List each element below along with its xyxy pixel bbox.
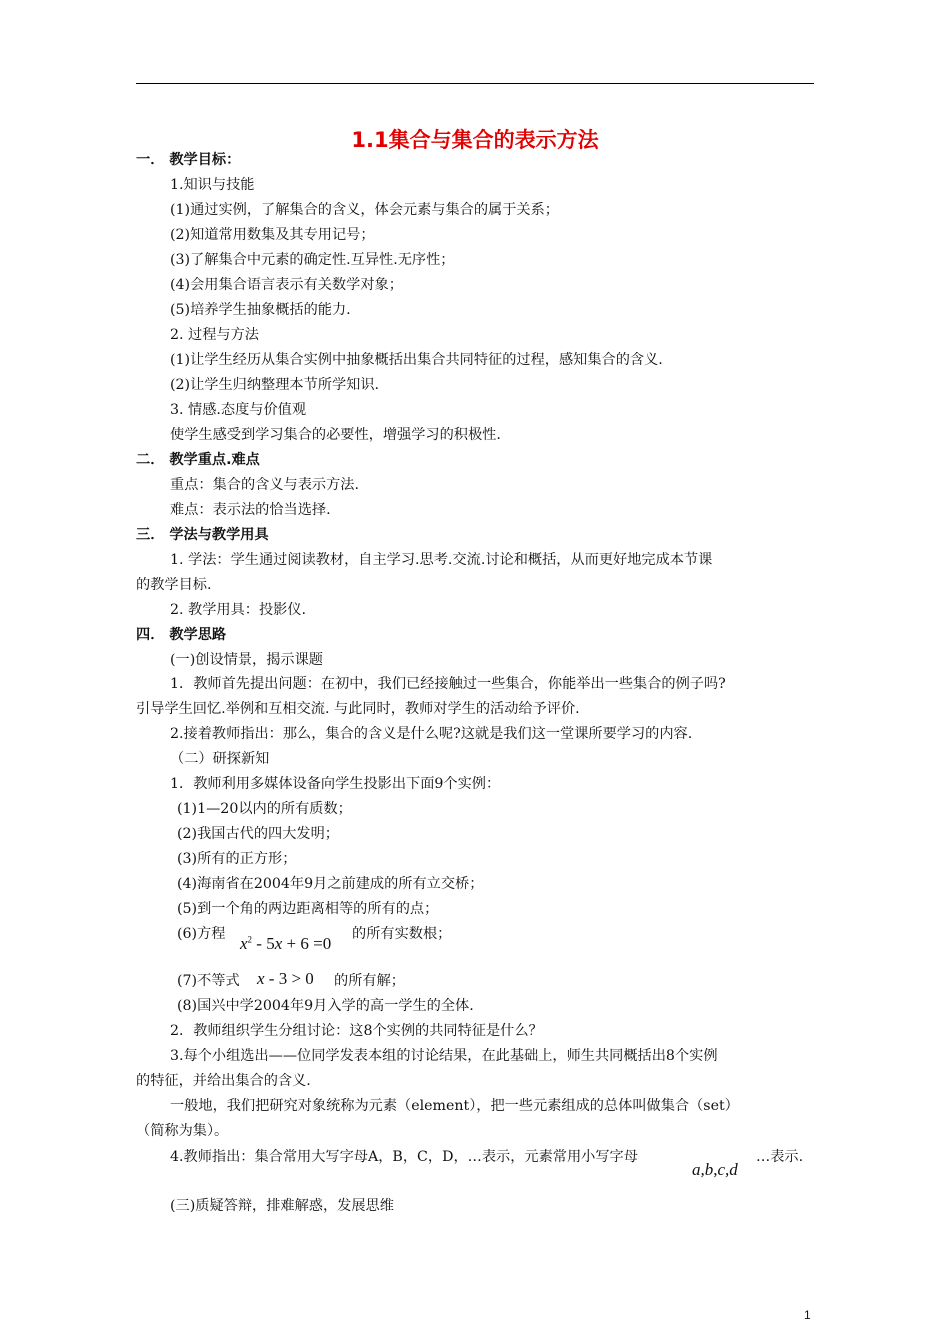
text-line: (3)所有的正方形； [177,851,297,867]
text-line: （二）研探新知 [170,751,270,767]
text-line: 2. 教学用具：投影仪. [170,602,307,618]
text-line: (5)培养学生抽象概括的能力. [170,302,351,318]
header-rule [136,83,814,84]
text-line: 4.教师指出：集合常用大写字母A，B，C，D，…表示，元素常用小写字母 [170,1149,638,1165]
text-line: 的所有实数根； [352,926,452,942]
text-line: (三)质疑答辩，排难解惑，发展思维 [170,1198,394,1214]
section-heading: 一． 教学目标： [136,152,241,168]
text-line: (2)让学生归纳整理本节所学知识. [170,377,380,393]
text-line: (7)不等式 [177,973,240,989]
letters-abcd: a,b,c,d [692,1160,738,1179]
text-line: 2. 过程与方法 [170,327,259,343]
equation-inequality: x - 3 > 0 [257,969,314,988]
page-title: 1.1集合与集合的表示方法 [351,128,599,152]
text-line: 一般地，我们把研究对象统称为元素（element），把一些元素组成的总体叫做集合（set） [170,1098,739,1114]
text-line: 的教学目标. [136,577,212,593]
text-line: 3. 情感.态度与价值观 [170,402,307,418]
text-line: 2.接着教师指出：那么，集合的含义是什么呢?这就是我们这一堂课所要学习的内容. [170,726,693,742]
text-line: 难点：表示法的恰当选择. [170,502,331,518]
text-line: (6)方程 [177,926,226,942]
text-line: 引导学生回忆.举例和互相交流. 与此同时，教师对学生的活动给予评价. [136,701,580,717]
text-line: 3.每个小组选出——位同学发表本组的讨论结果，在此基础上，师生共同概括出8个实例 [170,1048,718,1064]
text-line: 重点：集合的含义与表示方法. [170,477,359,493]
text-line: 1.知识与技能 [170,177,255,193]
text-line: (2)我国古代的四大发明； [177,826,339,842]
section-heading: 四． 教学思路 [136,627,227,643]
text-line: (一)创设情景，揭示课题 [170,652,323,668]
page-number: 1 [804,1308,811,1322]
text-line: (4)海南省在2004年9月之前建成的所有立交桥； [177,876,484,892]
text-line: 使学生感受到学习集合的必要性，增强学习的积极性. [170,427,501,443]
text-line: (1)通过实例，了解集合的含义，体会元素与集合的属于关系； [170,202,559,218]
text-line: 1. 学法：学生通过阅读教材，自主学习.思考.交流.讨论和概括，从而更好地完成本节课 [170,552,713,568]
text-line: (8)国兴中学2004年9月入学的高一学生的全体. [177,998,474,1014]
section-heading: 三． 学法与教学用具 [136,527,269,543]
text-line: 2．教师组织学生分组讨论：这8个实例的共同特征是什么？ [170,1023,543,1039]
text-line: …表示. [756,1149,804,1165]
text-line: (3)了解集合中元素的确定性.互异性.无序性； [170,252,455,268]
text-line: 1．教师利用多媒体设备向学生投影出下面9个实例： [170,776,501,792]
text-line: 的特征，并给出集合的含义. [136,1073,311,1089]
section-heading: 二． 教学重点.难点 [136,452,260,468]
text-line: (1)1—20以内的所有质数； [177,801,352,817]
text-line: 的所有解； [334,973,405,989]
text-line: 1．教师首先提出问题：在初中，我们已经接触过一些集合，你能举出一些集合的例子吗? [170,676,726,692]
text-line: (1)让学生经历从集合实例中抽象概括出集合共同特征的过程，感知集合的含义. [170,352,663,368]
text-line: （简称为集）。 [136,1123,229,1139]
text-line: (2)知道常用数集及其专用记号； [170,227,375,243]
equation-quadratic: $x^2 - 5x + 6 =0$ [240,934,332,953]
text-line: (4)会用集合语言表示有关数学对象； [170,277,403,293]
text-line: (5)到一个角的两边距离相等的所有的点； [177,901,439,917]
